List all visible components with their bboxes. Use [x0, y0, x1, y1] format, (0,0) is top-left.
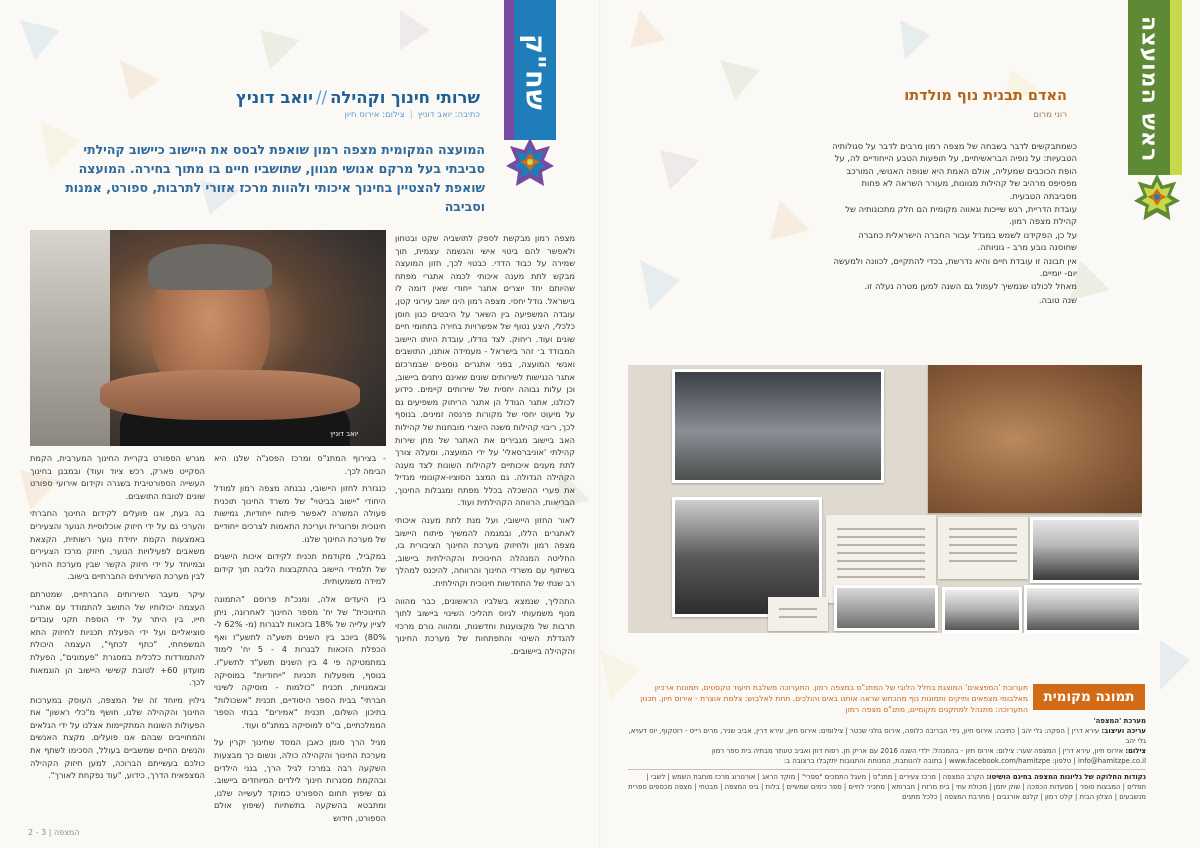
- credit-writing: כתיבה: יואב דוניץ: [417, 110, 480, 120]
- photo-caption: יואב דוניץ: [330, 430, 359, 438]
- paragraph: התהליך, שנמצא בשלביו הראשונים, כבר מהווה מנוף משמעותי לגיוס תהליכי השינוי ביישוב לתוך תרבות של מקצוענות וחדשנות, ומהווה גורם מרכזי להגדלת השינוי והתפתחות של מערכת החינוך והקהילה ביישובים.: [395, 595, 575, 656]
- exhibition-caption: תערוכת 'המפצאים' המוצגת בחלל הלובי של המתנ"ס במצפה רמון. התערוכה משלבת תיעוד טקסטים, תמונות ארכיון מאלבומי מצפאים ותיקים ותמונות נוף מהכתש שראה אותנו באים והולכים. תחת לאלבוש: צלמת אוצרת - אירוס חיון. תכנון התערוכה: מתנהל למתקנים מקומיים, מתנ"ס מצפה רמון: [640, 683, 1028, 714]
- paragraph: כשמתבקשים לדבר בשבחה של מצפה רמון מרבים לדבר על סגולותיה הטבעיות: על נופיה הבראשיתיים, על תופעות הטבע הייחודיים לה, על הופת הכוכבים שמעליה, אולם האמת היא שנופה האנושי, המורכב מפסיפס מרהיב של קהילות מגוונות, מעורר השראה לא פחות מסביבתה הטבעית.: [832, 141, 1077, 201]
- paragraph: עובדת הדריית, רגש שייכות וגאווה מקומית הם חלק מתכונותיה של קהילת מצפה רמון.: [845, 204, 1077, 227]
- paragraph: מאחל לכולנו שנמשיך לעמול גם השנה למען מטרה נעלה זו.: [864, 281, 1077, 292]
- paragraph: - בצירוף המתנ"ס ומרכז הפסג"ה שלנו היא הבימה לכך.: [214, 453, 386, 476]
- paragraph: במקביל, מקודמת תכנית לקידום איכות הישגים של תלמידי היישוב בהתקבצות הליבה תוך קידום למידה משמעותית.: [214, 551, 386, 587]
- credit-photo: צילום: אירוס חיון: [344, 110, 405, 120]
- credits-line: info@hamitzpe.co.il | טלפון: www.facebook.com/hamitzpe | בתובה להנותבת, המנוחת והתגובות יתקבלו ברצובה ב:: [783, 757, 1146, 765]
- tab-accent-strip: [1170, 0, 1182, 175]
- paragraph: בין היעדים אלה, ומנכ"ת פרוסם "התמונה החינוכית" של יח' מספר החינוך לאחרונה, ניתן לציין עלייה של 18% בזכאות לבגרות (מ- 62% ל- 80%) ביוכב בין השנים תשע"ה לתשע"ז ואף הכפלת הזכאות לבגרות 4 - 5 יח' לימוד במתמטיקה פי 4 בין השנים תשע"ד לתשע"ז. בנוסף, מופעלות תכניות "ייחודיות" במוסיקה ובאמנויות, תכנית "כולמות - מוסיקה לשינוי חברתי" בבית הספר היסודיים, תכנית "אשכולות" בתיכון השלום, תכנית "אמירים" בבתי הספר הממלכתיים, בי"ס למוסיקה במתנ"ס ועוד.: [214, 593, 386, 730]
- exhibit-text-card: [938, 517, 1028, 579]
- text-column-3: [30, 452, 205, 787]
- archive-field-photo: [834, 585, 938, 631]
- paragraph: מגיל הרך סומן כאבן המסד שחינוך יקרין על מערכת החינוך והקהילה כולה, ונשום כך מבצעות השקעה רבה במרכז לגיל הרך, בגני הילדים ובהקמת מסגרות חינוך לילדים המיוחדים ביישוב. גם שיפוץ תחום הספורט כמוקד לעשייה שלנו, ומתבטא בהשקעה בתשתיות (שיפוץ אולם הספורט, חידוש: [214, 737, 386, 824]
- credits-line: צילום: אירוס חיון, עירא דרין | המצפה שער: צילום: אירוס חיון - בהמנהל: ילדי השנה 2016 עם אריק חן. רפוח דוזן ואביב טעתר מבתיה בית ספר רמון: [711, 747, 1146, 755]
- page-folio: 2 - 3 | המצפה: [28, 828, 80, 837]
- article-title: [100, 88, 480, 107]
- section-tab-right: [1128, 0, 1200, 230]
- title-person: יואב דוניץ: [236, 88, 313, 107]
- paragraph: גילוין מיוחד זה של המצפה, העוסק במערכות החינוך והקהילה שלנו, חושף מ"כלי ראשון" את הפעולות השונות המתקיימות אצלנו על ידי הגלאים והמחוייבים שבהם אנו פועלים. מקצת האנשים והנשים החיים שמשביים בעולל, הסכימו לשתף את כולכם בעשייתם הברוכה, למען חיזוק הקהילה המצפאית הדרך, כידוע, "עוד נפקחת לאורך".: [30, 694, 205, 781]
- credits-line: מערכת 'המצפה': [1093, 717, 1146, 725]
- archive-meeting-photo: [1030, 517, 1142, 583]
- mosaic-star-emblem-icon: [1132, 172, 1182, 222]
- archive-photo: [942, 587, 1022, 633]
- editorial-author: רוני מרום: [1033, 110, 1067, 120]
- section-tab-label: שח"ק: [519, 34, 551, 111]
- editorial-body: [830, 140, 1077, 307]
- paragraph: אין תבונה זו עובדת חיים והיא נדרשת, בכדי להתקיים, לכוונה ולמעשה יום- יומיים.: [833, 255, 1077, 279]
- credits-line: עריכה ועיצוב: עירא דרין | הפקה: גלי יהב | כתיבה: אירוס חיון, נידי הבריבה כלופה, אירוס גולני שכטר | צילומים: אירוס חיון, עירא דרין, אביב שניר, מרים רייס - רוטקוף, יוס דעויא, גלי יהב: [628, 727, 1146, 745]
- editorial-title: האדם תבנית נוף מולדתו: [904, 88, 1067, 104]
- text-column-2: [214, 452, 386, 830]
- paragraph: על כן, הפקידנו לשמש במגדל עבור החברה הישראלית כחברה שחוסנה נובע מרב - גוניותה.: [858, 229, 1077, 253]
- tab-accent-strip: [504, 0, 514, 140]
- text-column-1: [395, 232, 575, 663]
- local-picture-label: תמונה מקומית: [1033, 684, 1145, 710]
- title-slash: //: [315, 88, 328, 107]
- portrait-photo: [30, 230, 386, 446]
- storm-landscape-photo: [672, 369, 884, 483]
- paragraph: בה בעת, אנו פועלים לקידום החינוך החברתי והערכי גם על ידי חיזוק אוכלוסיית הנוער והצעירים באמצעות הקמת יחידת נוער רשותית, הקצאת משאבים לפעילויות הנוער, חיזוק מרכז הצעירים ובמיוחד על ידי חיזוק הקשר שבין מערכת החינוך לבין מערכת השירותים החברתיים בישוב.: [30, 508, 205, 582]
- article-credits: כתיבה: יואב דוניץ|צילום: אירוס חיון: [344, 110, 480, 120]
- paragraph: מצפה רמון מבקשת לספק לתושביה שקט ובטחון ולאפשר להם ביטוי אישי והגשמה עצמית, תוך שמירה על כבוד הדדי. כבטוי לכך, חזון המועצה מבקש לתת מענה איכותי לכמה אתגרי מפתח שהיותם יחד יוצרים אתגר ייחודי שאין דומה לו בישראל. גודל יחסי. מצפה רמון הינו ישוב עירוני קטן, עובדה המשפיעה בין השאר על היבטים כגון חוסן כלכלי, היצע נטוף של אפשרויות בחירה בתחומי חיים שונים ועוד. ריחוק. לצד גודלו, עובדת היותו היישוב המבודד ב׳ זהר בישראל - מעמידה אותנו, התושבים ואנשי המועצה, בפני אתגרים נוספים שבמרכזם אתגר הנגישות לשירותים שונים שאינם ניתנים ביישוב, וכן עלות גבוהה יחסית של שירותים קיימים. כידוע לכולנו, אתגר הגודל הן אתגר הריחוק משפיעים גם על מיעוט יחסי של מקורות פרנסה זמינים. בנוסף לכך, ריבוי קהילות משנה היוצרי מובחנות של קהילות האב ביישוב מגבירים את האתגר של מתן שירות קהילתי 'אוניברסאלי' על ידי המועצה, ומעלה צורך לתת מענים איכותיים לקהילות השונות לצד מענה הקהילה הגדולה. גם המצב הסוציו-אקונומי מגדיל את פערי ההשכלה בכלל מפתח ומגבלות החינוך, הבריאות, הרווחה הקהילתית ועוד.: [395, 233, 575, 508]
- mosaic-star-emblem-icon: [504, 136, 556, 188]
- exhibit-text-card: [768, 597, 828, 631]
- paragraph: לאור החזון היישובי, ועל מנת לתת מענה איכותי לאתגרים הללו, ובמגמה להמשיך פיתוח היישוב מצפה רמון ולחיזוק מערכת החינוך הציבורית בו, החליטה המנהלה החינוכית והקהילתית ביישוב, בשיתוף עם משרדי החינוך והרווחה, להיכנס למהלך רב שנתי של התחדשות חינוכית וקהילתית.: [395, 515, 575, 589]
- masthead-credits: [628, 716, 1146, 802]
- section-tab-label: ראש המועצה: [1136, 15, 1162, 163]
- exhibition-photo: [628, 365, 1142, 633]
- title-main: שרותי חינוך וקהילה: [330, 88, 480, 107]
- article-intro: המועצה המקומית מצפה רמון שואפת לבסס את היישוב כיישוב קהילתי סביבתי בעל מרקם אנושי מגוון, שתושביו חיים בו מתוך בחירה. המועצה שואפת להצטיין בחינוך איכותי ולהוות מרכז אזורי לתרבות, ספורט, אמנות וסביבה: [65, 142, 485, 214]
- rock-art-photo: [928, 365, 1142, 513]
- credits-line: נקודות החלוקה של גליונות המצפה בחינם הושיטו: הקרב המצפה | מרכז צעירים | מתנ"ס | מעגל התמכים "ספרי" | מוקד הראג | אורנורוג מרכז מוחבת השמש | לשבי | תפלים | המבצות סופר | מסעדות הכפכה | שוק יחמן | מכולת עוזי | בית מרזח | חברותא | מתכיר לחיים | ספר כימים שמשיים | בלות | ביס המצפה | מבטחי | מצפה מכספים ספרית מנשבעים | הצלון הבית | קלט רמון | קלנם אורנבים | מתרבת המצפה | כלכל מתנים: [628, 769, 1146, 802]
- paragraph: שנה טובה.: [1038, 294, 1077, 305]
- section-tab: [496, 0, 556, 205]
- paragraph: מגרש הספורט בקריית החינוך המערבית, הקמת הסקייט פארק, רכש ציוד ועוד) ובמבנן בחינוך העשייה הספורטיבית בשגרה וקידום אירועי ספורט שונים לטובת התושבים.: [30, 453, 205, 501]
- paragraph: עיקר מעבר השירותים החברתיים, שמטרתם העצמה יכולותיו של התושב להתמודד עם אתגרי חייו, בין היתר על ידי הוספת תקני עובדים סוציאליים ועל ידי הפעלת תכניות לחיזוק התא המשפחתי, "כתף לכתף", העצמה היכולת להתמודדות כלכלית במסגרת "פעמונים", הפעלת מועדון 60+ לטובת קשישי היישוב הן הוגמאות לכך.: [30, 588, 205, 688]
- paragraph: כנגזרת לחזון היישובי, נבנתה מצפה רמון למודל היחודי "יישוב בביטוי" של משרד החינוך תוכנית פעולה המשרה לאפשר פיתוח ייחודיות, גמישות חינוכית ופרוגרית ועריכת התאמות לצרכים ייחודיים של מערכת החינוך שלנו.: [214, 483, 386, 544]
- archive-town-photo: [1024, 585, 1142, 633]
